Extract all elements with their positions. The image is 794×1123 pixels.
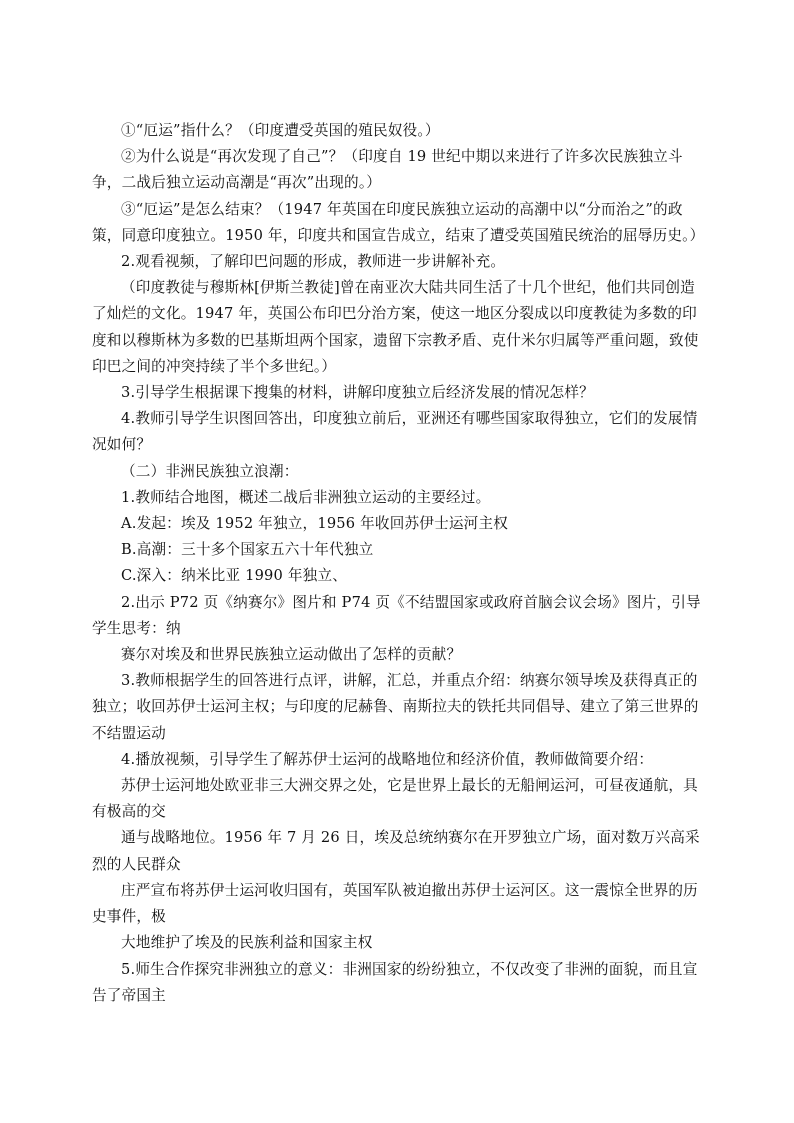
section-2-heading: （二）非洲民族独立浪潮： xyxy=(121,462,299,480)
africa-step-2-line: 2.出示 P72 页《纳赛尔》图片和 P74 页《不结盟国家或政府首脑会议会场》图片，引导学生思考：纳 xyxy=(92,593,701,637)
africa-item-c: C.深入：纳米比亚 1990 年独立、 xyxy=(121,567,348,585)
africa-step-3-paragraph: 3.教师根据学生的回答进行点评，讲解，汇总，并重点介绍：纳赛尔领导埃及获得真正的独立；收回苏伊士运河主权；与印度的尼赫鲁、南斯拉夫的铁托共同倡导、建立了第三世界的不结盟运动 xyxy=(92,672,699,742)
document-body xyxy=(92,118,704,1009)
step-2-video-line: 2.观看视频，了解印巴问题的形成，教师进一步讲解补充。 xyxy=(121,253,506,271)
suez-paragraph-line-1: 苏伊士运河地处欧亚非三大洲交界之处，它是世界上最长的无船闸运河，可昼夜通航，具有极高的交 xyxy=(92,777,698,821)
suez-paragraph-line-3: 庄严宣布将苏伊士运河收归国有，英国军队被迫撤出苏伊士运河区。这一震惊全世界的历史事件，极 xyxy=(92,881,698,926)
africa-item-b: B.高潮：三十多个国家五六十年代独立 xyxy=(121,541,374,559)
africa-step-1-line: 1.教师结合地图，概述二战后非洲独立运动的主要经过。 xyxy=(121,488,491,506)
question-3-paragraph: ③“厄运”是怎么结束？（1947 年英国在印度民族独立运动的高潮中以“分而治之”的政策，同意印度独立。1950 年，印度共和国宣告成立，结束了遭受英国殖民统治的屈辱历史。） xyxy=(92,200,705,244)
step-4-paragraph: 4.教师引导学生识图回答出，印度独立前后，亚洲还有哪些国家取得独立，它们的发展情况如何？ xyxy=(92,410,698,454)
africa-step-4-line: 4.播放视频，引导学生了解苏伊士运河的战略地位和经济价值，教师做简要介绍： xyxy=(121,750,654,768)
question-2-paragraph: ②为什么说是“再次发现了自己”？（印度自 19 世纪中期以来进行了许多次民族独立斗争，二战后独立运动高潮是“再次”出现的。） xyxy=(92,148,683,192)
suez-paragraph-line-4: 大地维护了埃及的民族利益和国家主权 xyxy=(121,934,373,952)
africa-step-5-line: 5.师生合作探究非洲独立的意义：非洲国家的纷纷独立，不仅改变了非洲的面貌，而且宣告了帝国主 xyxy=(92,960,698,1004)
suez-paragraph-line-2: 通与战略地位。1956 年 7 月 26 日，埃及总统纳赛尔在开罗独立广场，面对数万兴高采烈的人民群众 xyxy=(92,829,700,873)
question-1-line: ①“厄运”指什么？（印度遭受英国的殖民奴役。） xyxy=(121,122,440,139)
africa-step-2-continuation: 赛尔对埃及和世界民族独立运动做出了怎样的贡献？ xyxy=(121,646,462,664)
africa-item-a: A.发起：埃及 1952 年独立，1956 年收回苏伊士运河主权 xyxy=(121,515,509,533)
step-3-line: 3.引导学生根据课下搜集的材料，讲解印度独立后经济发展的情况怎样？ xyxy=(121,384,594,402)
india-pakistan-paragraph: （印度教徒与穆斯林[伊斯兰教徒]曾在南亚次大陆共同生活了十几个世纪，他们共同创造了灿烂的文化。1947 年，英国公布印巴分治方案，使这一地区分裂成以印度教徒为多数的印度和以穆斯林为多数的巴基斯坦两个国家，遗留下宗教矛盾、克什米尔归属等严重问题，致使印巴之间的冲突持续了半个多世纪。） xyxy=(92,279,699,375)
